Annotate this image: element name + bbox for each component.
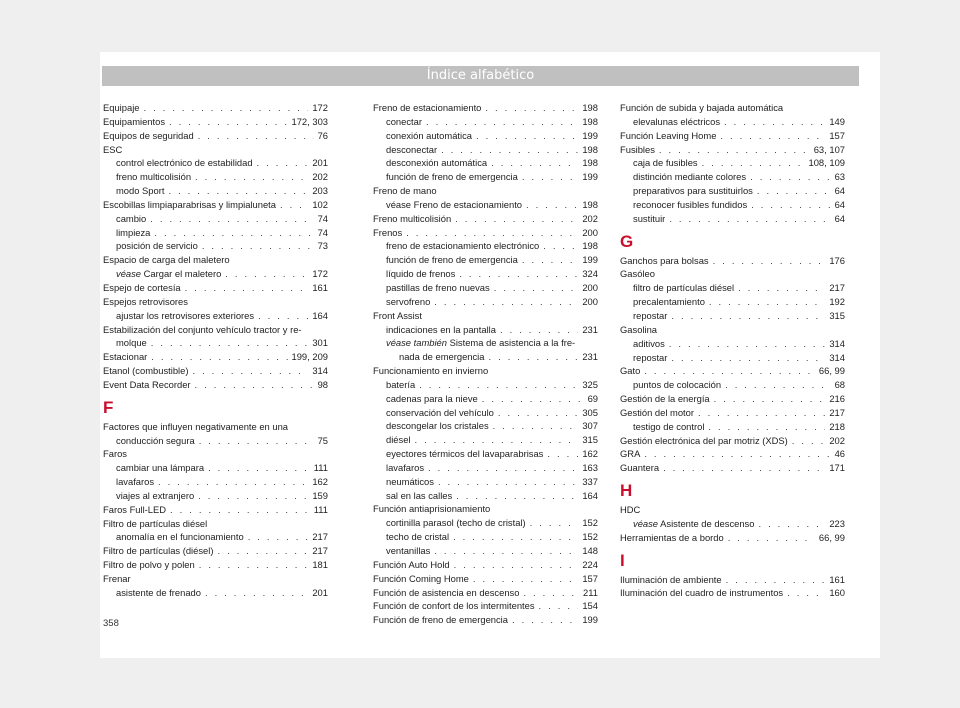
index-subentry: cambiar una lámpara . . . 111 [103,461,328,475]
index-see-reference: véase también Sistema de asistencia a la fre- [386,337,576,349]
index-entry: Función Leaving Home . . . 157 [620,129,845,143]
index-entry: Event Data Recorder . . . 98 [103,378,328,392]
index-heading: Función antiaprisionamiento [373,503,491,515]
index-subentry: distinción mediante colores . . . 63 [620,170,845,184]
section-letter-h: H [620,481,633,501]
index-entry-continuation: nada de emergencia . . . 231 [373,350,598,364]
index-heading: Factores que influyen negativamente en una [103,420,289,432]
index-subentry: repostar . . . 314 [620,351,845,365]
index-heading: Espacio de carga del maletero [103,254,230,266]
index-subentry: puntos de colocación . . . 68 [620,378,845,392]
index-entry: Gato . . . 66, 99 [620,364,845,378]
index-subentry: eyectores térmicos del lavaparabrisas . . . 162 [373,447,598,461]
index-heading: Front Assist [373,309,422,321]
index-subentry: desconexión automática . . . 198 [373,156,598,170]
index-subentry: repostar . . . 315 [620,309,845,323]
index-entry: Función Auto Hold . . . 224 [373,558,598,572]
index-entry: Función Coming Home . . . 157 [373,572,598,586]
index-see-reference: véase Cargar el maletero . . . 172 [103,267,328,281]
index-entry: Filtro de partículas (diésel) . . . 217 [103,544,328,558]
index-subentry: caja de fusibles . . . 108, 109 [620,156,845,170]
index-subentry: función de freno de emergencia . . . 199 [373,253,598,267]
index-subentry: pastillas de freno nuevas . . . 200 [373,281,598,295]
index-subentry: freno de estacionamiento electrónico . . . 198 [373,239,598,253]
index-subentry: anomalía en el funcionamiento . . . 217 [103,530,328,544]
index-column-right [620,101,845,600]
index-subentry: reconocer fusibles fundidos . . . 64 [620,198,845,212]
index-subentry: desconectar . . . 198 [373,143,598,157]
page-number: 358 [103,618,119,629]
index-heading: Espejos retrovisores [103,295,188,307]
index-entry: Filtro de polvo y polen . . . 181 [103,558,328,572]
section-letter-i: I [620,550,625,570]
index-subentry: lavafaros . . . 162 [103,475,328,489]
page-title: Índice alfabético [426,68,535,83]
index-subentry: cambio . . . 74 [103,212,328,226]
index-subentry: aditivos . . . 314 [620,337,845,351]
index-heading: Filtro de partículas diésel [103,517,208,529]
index-subentry: diésel . . . 315 [373,433,598,447]
index-entry: Estacionar . . . 199, 209 [103,350,328,364]
index-entry: Freno de estacionamiento . . . 198 [373,101,598,115]
index-subentry: conservación del vehículo . . . 305 [373,406,598,420]
index-subentry: servofreno . . . 200 [373,295,598,309]
index-entry: Gestión del motor . . . 217 [620,406,845,420]
index-heading: HDC [620,504,641,516]
index-subentry: líquido de frenos . . . 324 [373,267,598,281]
index-heading: Faros [103,448,127,460]
index-entry: Función de asistencia en descenso . . . 211 [373,586,598,600]
index-subentry: conexión automática . . . 199 [373,129,598,143]
index-heading: Gasóleo [620,268,655,280]
index-see-reference: véase Asistente de descenso . . . 223 [620,517,845,531]
index-subentry: indicaciones en la pantalla . . . 231 [373,323,598,337]
index-entry: Freno multicolisión . . . 202 [373,212,598,226]
index-subentry: sal en las calles . . . 164 [373,489,598,503]
index-subentry: techo de cristal . . . 152 [373,530,598,544]
index-heading: Gasolina [620,323,658,335]
index-entry: Guantera . . . 171 [620,461,845,475]
index-entry-continuation: molque . . . 301 [103,336,328,350]
index-entry: Equipamientos . . . 172, 303 [103,115,328,129]
index-subentry: conectar . . . 198 [373,115,598,129]
index-subentry: cortinilla parasol (techo de cristal) . . . 152 [373,516,598,530]
index-subentry: precalentamiento . . . 192 [620,295,845,309]
index-subentry: control electrónico de estabilidad . . . 201 [103,156,328,170]
index-entry: Gestión electrónica del par motriz (XDS) . . . 202 [620,434,845,448]
index-entry: Faros Full-LED . . . 111 [103,503,328,517]
index-entry: Función de confort de los intermitentes . . . 154 [373,599,598,613]
index-subentry: neumáticos . . . 337 [373,475,598,489]
index-heading: ESC [103,143,123,155]
index-heading: Funcionamiento en invierno [373,365,489,377]
index-entry: Espejo de cortesía . . . 161 [103,281,328,295]
index-heading: Función de subida y bajada automática [620,102,784,113]
index-entry: Ganchos para bolsas . . . 176 [620,254,845,268]
index-subentry: ventanillas . . . 148 [373,544,598,558]
index-entry: Equipaje . . . 172 [103,101,328,115]
index-subentry: posición de servicio . . . 73 [103,239,328,253]
index-entry: Herramientas de a bordo . . . 66, 99 [620,531,845,545]
index-entry: Etanol (combustible) . . . 314 [103,364,328,378]
header-bar [102,66,859,86]
index-heading: Estabilización del conjunto vehículo tractor y re- [103,323,302,335]
section-letter-g: G [620,231,634,251]
index-column-middle [373,101,598,627]
index-subentry: modo Sport . . . 203 [103,184,328,198]
index-subentry: freno multicolisión . . . 202 [103,170,328,184]
index-subentry: batería . . . 325 [373,378,598,392]
index-entry: Frenos . . . 200 [373,226,598,240]
index-subentry: descongelar los cristales . . . 307 [373,419,598,433]
index-subentry: elevalunas eléctricos . . . 149 [620,115,845,129]
index-entry: GRA . . . 46 [620,447,845,461]
index-subentry: asistente de frenado . . . 201 [103,586,328,600]
index-subentry: preparativos para sustituirlos . . . 64 [620,184,845,198]
index-subentry: sustituir . . . 64 [620,212,845,226]
index-entry: Fusibles . . . 63, 107 [620,143,845,157]
index-entry: Función de freno de emergencia . . . 199 [373,613,598,627]
index-entry: Iluminación del cuadro de instrumentos . . . 160 [620,586,845,600]
index-entry-continuation: conducción segura . . . 75 [103,434,328,448]
index-entry: Iluminación de ambiente . . . 161 [620,573,845,587]
index-subentry: cadenas para la nieve . . . 69 [373,392,598,406]
index-subentry: ajustar los retrovisores exteriores . . . 164 [103,309,328,323]
index-subentry: función de freno de emergencia . . . 199 [373,170,598,184]
index-subentry: testigo de control . . . 218 [620,420,845,434]
index-heading: Frenar [103,573,131,584]
index-see-reference: véase Freno de estacionamiento . . . 198 [373,198,598,212]
index-subentry: viajes al extranjero . . . 159 [103,489,328,503]
index-entry: Gestión de la energía . . . 216 [620,392,845,406]
index-subentry: filtro de partículas diésel . . . 217 [620,281,845,295]
index-subentry: limpieza . . . 74 [103,226,328,240]
index-entry: Equipos de seguridad . . . 76 [103,129,328,143]
section-letter-f: F [103,397,114,417]
index-subentry: lavafaros . . . 163 [373,461,598,475]
index-column-left [103,101,328,600]
index-entry: Escobillas limpiaparabrisas y limpialuneta . . . 102 [103,198,328,212]
index-heading: Freno de mano [373,185,437,197]
